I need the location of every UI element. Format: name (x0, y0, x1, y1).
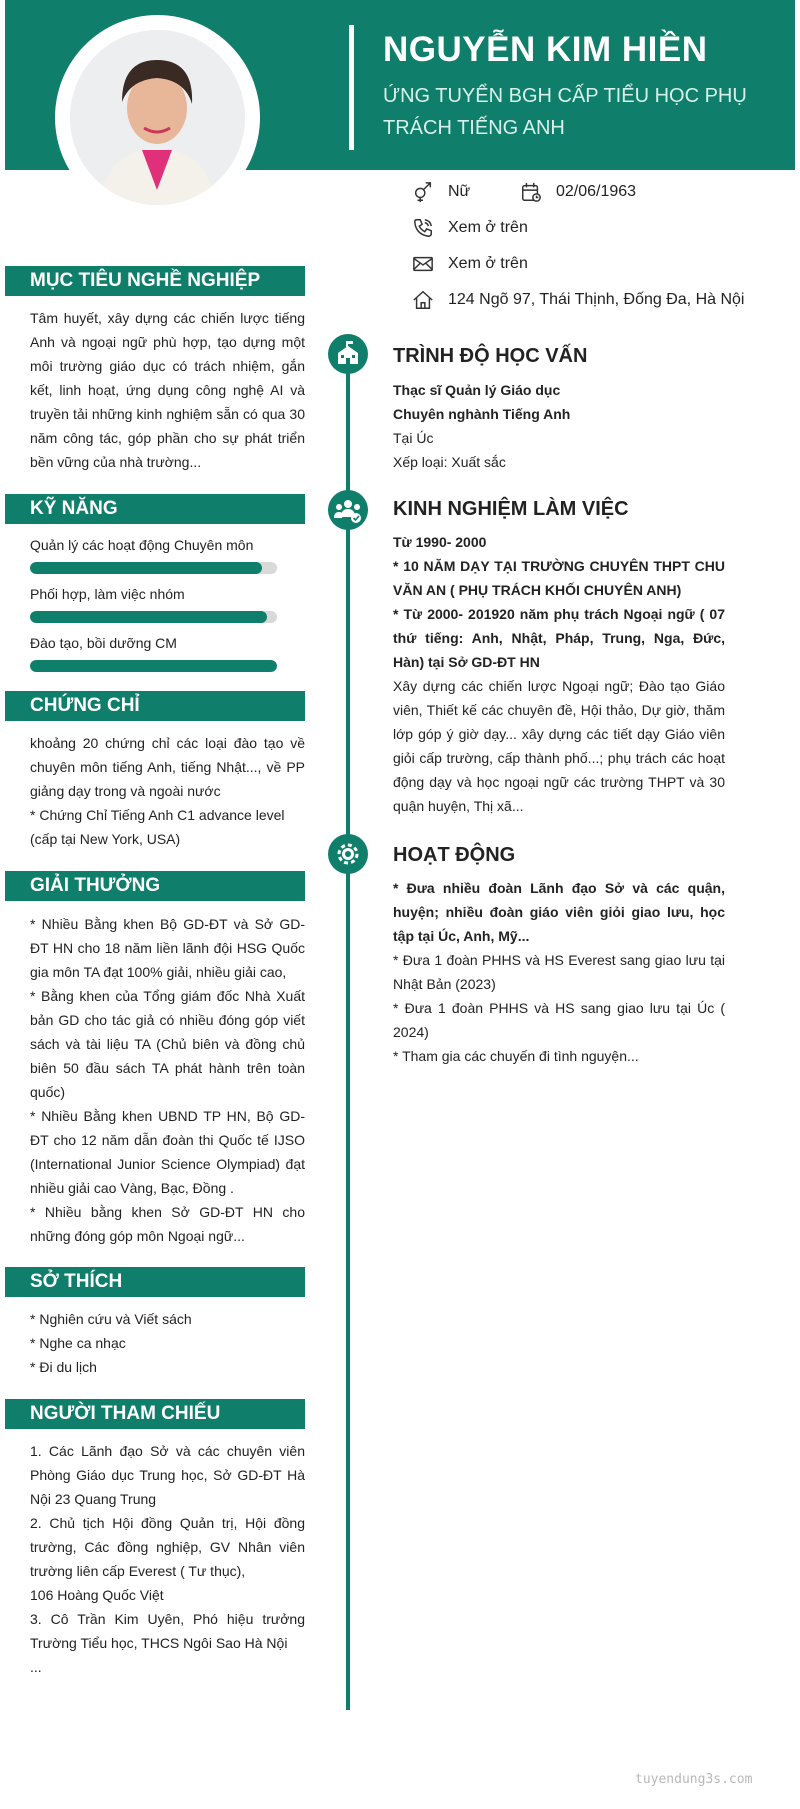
activity-line: * Đưa 1 đoàn PHHS và HS Everest sang giao lưu tại Nhật Bản (2023) (393, 952, 725, 992)
address-value: 124 Ngõ 97, Thái Thịnh, Đống Đa, Hà Nội (448, 291, 745, 308)
award-line: * Nhiều bằng khen Sở GD-ĐT HN cho những đóng góp môn Ngoại ngữ... (30, 1204, 305, 1244)
objective-text (30, 306, 305, 474)
skill-fill-2 (30, 611, 267, 623)
skill-bar-1 (30, 562, 277, 574)
gender-value: Nữ (448, 183, 471, 200)
banner-divider (349, 25, 354, 150)
awards-text (30, 912, 305, 1248)
hobby-line: * Nghiên cứu và Viết sách (30, 1311, 192, 1327)
activity-line: * Đưa nhiều đoàn Lãnh đạo Sở và các quận, huyện; nhiều đoàn giáo viên giỏi giao lưu, học tập tại Úc, Anh, Mỹ... (393, 880, 725, 944)
job-title: ỨNG TUYỂN BGH CẤP TIỂU HỌC PHỤ TRÁCH TIẾNG ANH (383, 85, 747, 139)
skill-label-3: Đào tạo, bồi dưỡng CM (30, 635, 177, 651)
gender-row (412, 180, 470, 204)
objective-paragraph: Tâm huyết, xây dựng các chiến lược tiếng Anh và ngoại ngữ phù hợp, tạo dựng một môi trường giáo dục có trách nhiệm, gắn kết, linh hoạt, ứng dụng công nghệ AI và truyền tải những kinh nghiệm sẵn có qua 30 năm công tác, góp phần cho sự phát triển bền vững của nhà trường... (30, 310, 305, 470)
watermark: tuyendung3s.com (635, 1772, 753, 1787)
reference-line: 2. Chủ tịch Hội đồng Quản trị, Hội đồng trường, Các đồng nghiệp, GV Nhân viên trường liên cấp Everest ( Tư thục), (30, 1515, 305, 1579)
avatar (70, 30, 245, 205)
award-line: * Nhiều Bằng khen UBND TP HN, Bộ GD-ĐT cho 12 năm dẫn đoàn thi Quốc tế IJSO (International Junior Science Olympiad) đạt nhiều giải cao Vàng, Bạc, Đồng . (30, 1108, 305, 1196)
gear-icon (328, 834, 368, 874)
hobbies-heading: SỞ THÍCH (5, 1267, 305, 1297)
hobby-line: * Nghe ca nhạc (30, 1335, 126, 1351)
experience-heading: KINH NGHIỆM LÀM VIỆC (393, 498, 629, 520)
certificate-line: * Chứng Chỉ Tiếng Anh C1 advance level (cấp tại New York, USA) (30, 807, 285, 847)
education-grade: Xếp loại: Xuất sắc (393, 454, 506, 470)
education-place: Tại Úc (393, 430, 434, 446)
birthdate-row (520, 180, 636, 204)
school-icon (328, 334, 368, 374)
experience-text (393, 530, 725, 818)
certificates-heading: CHỨNG CHỈ (5, 691, 305, 721)
birthdate-value: 02/06/1963 (556, 183, 637, 200)
hobby-line: * Đi du lịch (30, 1359, 97, 1375)
references-heading: NGƯỜI THAM CHIẾU (5, 1399, 305, 1429)
mail-icon (412, 253, 434, 275)
education-text (393, 378, 725, 474)
references-text (30, 1439, 305, 1679)
skill-bar-3 (30, 660, 277, 672)
activity-line: * Tham gia các chuyến đi tình nguyện... (393, 1048, 639, 1064)
reference-line: 1. Các Lãnh đạo Sở và các chuyên viên Phòng Giáo dục Trung học, Sở GD-ĐT Hà Nội 23 Quang Trung (30, 1443, 305, 1507)
experience-line: * 10 NĂM DẠY TẠI TRƯỜNG CHUYÊN THPT CHU VĂN AN ( PHỤ TRÁCH KHỐI CHUYÊN ANH) (393, 558, 725, 598)
certificates-text (30, 731, 305, 851)
skill-fill-3 (30, 660, 277, 672)
phone-value: Xem ở trên (448, 219, 528, 236)
skill-fill-1 (30, 562, 262, 574)
skill-label-1: Quản lý các hoạt động Chuyên môn (30, 537, 254, 553)
activity-line: * Đưa 1 đoàn PHHS và HS sang giao lưu tại Úc ( 2024) (393, 1000, 725, 1040)
award-line: * Nhiều Bằng khen Bộ GD-ĐT và Sở GD-ĐT HN cho 18 năm liền lãnh đội HSG Quốc gia môn TA đạt 100% giải, nhiều giải cao, (30, 916, 305, 980)
awards-heading: GIẢI THƯỞNG (5, 871, 305, 901)
skills-heading: KỸ NĂNG (5, 494, 305, 524)
award-line: * Bằng khen của Tổng giám đốc Nhà Xuất bản GD cho tác giả có nhiều đóng góp viết sách và tài liệu TA (Chủ biên và đồng chủ biên 50 đầu sách TA phát hành trên toàn quốc) (30, 988, 305, 1100)
experience-period: Từ 1990- 2000 (393, 534, 487, 550)
objective-heading: MỤC TIÊU NGHỀ NGHIỆP (5, 266, 305, 296)
activities-heading: HOẠT ĐỘNG (393, 844, 516, 866)
skill-bar-2 (30, 611, 277, 623)
certificate-line: khoảng 20 chứng chỉ các loại đào tạo về chuyên môn tiếng Anh, tiếng Nhật..., về PP giảng dạy trong và ngoài nước (30, 735, 305, 799)
phone-row (412, 216, 528, 240)
hobbies-text (30, 1307, 305, 1379)
gender-icon (412, 181, 434, 203)
experience-line: * Từ 2000- 201920 năm phụ trách Ngoại ngữ ( 07 thứ tiếng: Anh, Nhật, Pháp, Trung, Nga, Đức, Hàn) tại Sở GD-ĐT HN (393, 606, 725, 670)
education-degree: Thạc sĩ Quản lý Giáo dục (393, 382, 561, 398)
phone-icon (412, 217, 434, 239)
candidate-name: NGUYỄN KIM HIỀN (383, 30, 708, 69)
reference-line: ... (30, 1659, 42, 1675)
calendar-icon (520, 181, 542, 203)
email-row (412, 252, 528, 276)
skill-label-2: Phối hợp, làm việc nhóm (30, 586, 185, 602)
reference-line: 3. Cô Trần Kim Uyên, Phó hiệu trưởng Trường Tiểu học, THCS Ngôi Sao Hà Nội (30, 1611, 305, 1651)
activities-text (393, 876, 725, 1068)
timeline-line (346, 350, 350, 1710)
address-row (412, 288, 744, 312)
experience-line: Xây dựng các chiến lược Ngoại ngữ; Đào tạo Giáo viên, Thiết kế các chuyên đề, Hội thảo, Dự giờ, thăm lớp góp ý giờ dạy... xây dựng các tiết dạy Giáo viên giỏi cấp trường, cấp thành phố...; phụ trách các hoạt động dạy và học ngoại ngữ các trường THPT và 30 quận huyện, Thị xã... (393, 678, 725, 814)
education-heading: TRÌNH ĐỘ HỌC VẤN (393, 345, 588, 367)
email-value: Xem ở trên (448, 255, 528, 272)
home-icon (412, 289, 434, 311)
team-icon (328, 490, 368, 530)
reference-line: 106 Hoàng Quốc Việt (30, 1587, 164, 1603)
education-major: Chuyên nghành Tiếng Anh (393, 406, 571, 422)
